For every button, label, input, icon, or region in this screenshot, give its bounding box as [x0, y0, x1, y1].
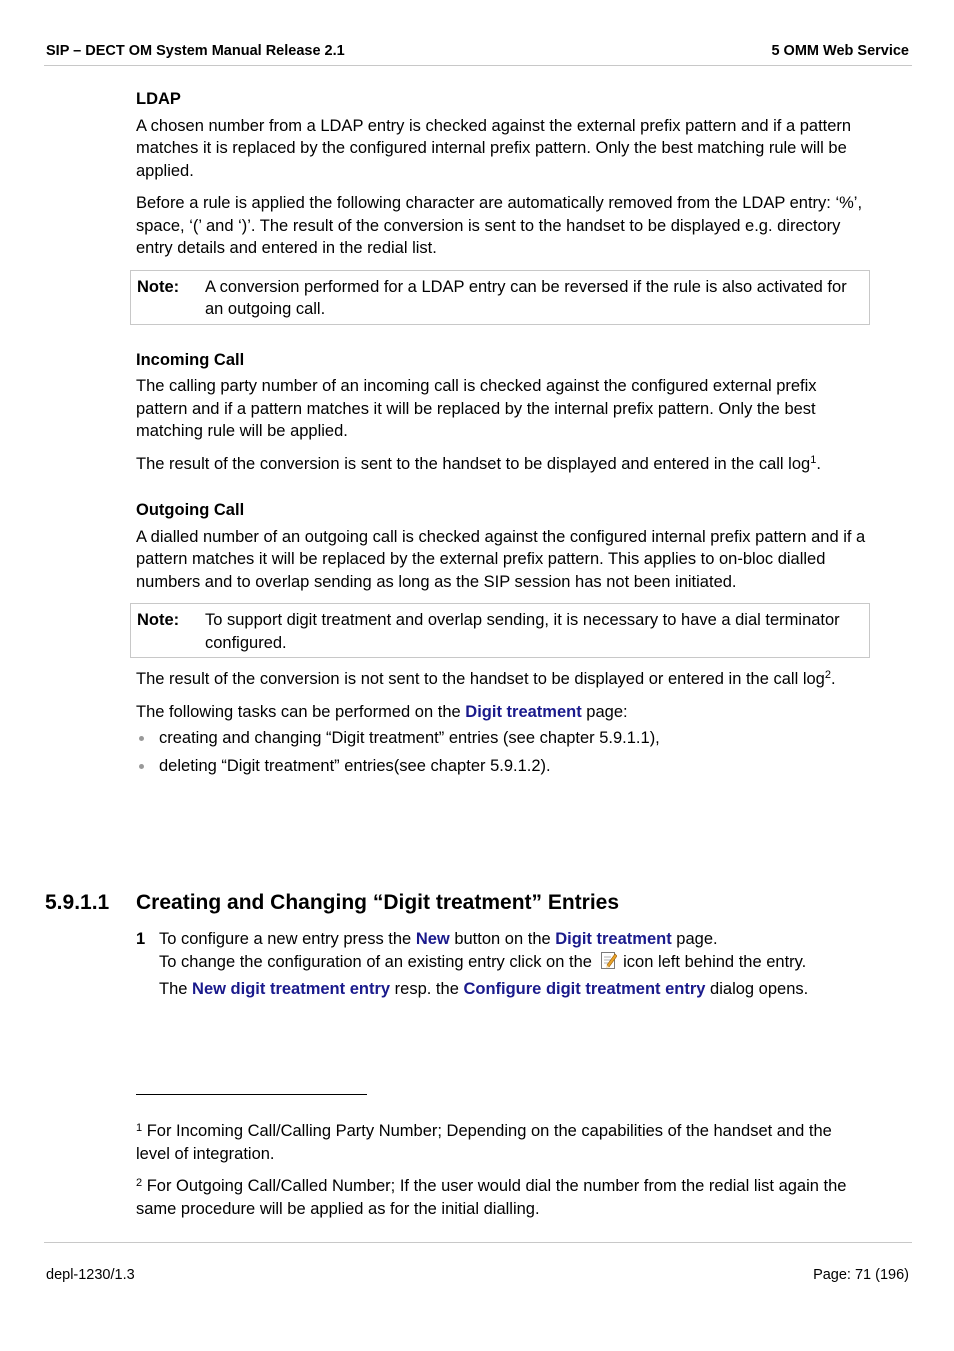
new-digit-treatment-entry-link[interactable]: New digit treatment entry — [192, 980, 391, 998]
incoming-paragraph-1: The calling party number of an incoming call is checked against the configured external prefix pattern and if a pattern matches it will be replaced by the internal prefix pattern. Only the best matching rule will be applied. — [136, 377, 817, 440]
step-text: icon left behind the entry. — [618, 953, 807, 971]
bullet-icon — [139, 736, 144, 741]
tasks-intro — [136, 701, 866, 724]
page-footer — [44, 1242, 912, 1283]
ldap-paragraph-2: Before a rule is applied the following character are automatically removed from the LDAP entry: ‘%’, space, ‘(’ and ‘)’. The result of the conversion is sent to the handset to be displayed e.g. directory entry details and entered in the redial list. — [136, 194, 863, 257]
footnote-mark: 2 — [136, 1177, 143, 1189]
footnote-ref-1: 1 — [810, 453, 817, 466]
note-label: Note: — [137, 611, 180, 629]
note-label: Note: — [137, 277, 180, 296]
outgoing-call-heading: Outgoing Call — [136, 501, 245, 519]
list-item-text: deleting “Digit treatment” entries(see chapter 5.9.1.2). — [159, 756, 551, 775]
footnote-mark: 1 — [136, 1122, 143, 1134]
ldap-note — [130, 270, 870, 325]
ldap-paragraph-1: A chosen number from a LDAP entry is checked against the external prefix pattern and if a pattern matches it is replaced by the configured internal prefix pattern. Only the best matching rule will be applied. — [136, 116, 852, 180]
tasks-intro-text: The following tasks can be performed on the — [136, 702, 466, 721]
footnote-text: For Incoming Call/Calling Party Number; Depending on the capabilities of the handset and the level of integration. — [136, 1122, 832, 1163]
footnote-separator — [136, 1094, 367, 1095]
main-content — [136, 88, 866, 782]
outgoing-paragraph-1: A dialled number of an outgoing call is checked against the configured internal prefix pattern and if a pattern matches it will be replaced by the external prefix pattern. This applies to on-bloc dialled numbers and to overlap sending as long as the SIP session has not been initiated. — [136, 527, 866, 591]
footnotes — [136, 1120, 866, 1220]
footnote-1 — [136, 1120, 866, 1165]
section-heading — [45, 891, 619, 915]
section-number: 5.9.1.1 — [45, 891, 110, 914]
list-item-text: creating and changing “Digit treatment” entries (see chapter 5.9.1.1), — [159, 729, 660, 747]
ldap-heading: LDAP — [136, 90, 181, 108]
step-text: resp. the — [390, 980, 464, 998]
tasks-intro-end: page: — [581, 702, 628, 721]
new-button-reference[interactable]: New — [415, 930, 450, 948]
incoming-call-heading: Incoming Call — [136, 350, 245, 369]
step-1 — [136, 928, 876, 1001]
step-line-3 — [159, 978, 876, 1001]
period: . — [816, 454, 821, 473]
edit-icon[interactable] — [601, 951, 617, 969]
outgoing-note — [130, 603, 870, 658]
step-body — [159, 928, 876, 1001]
list-item — [136, 755, 866, 778]
step-text: dialog opens. — [705, 980, 809, 998]
footnote-ref-2: 2 — [824, 669, 831, 681]
note-text: To support digit treatment and overlap sending, it is necessary to have a dial terminator configured. — [205, 611, 840, 652]
step-text: To configure a new entry press the — [159, 930, 416, 948]
header-chapter: 5 OMM Web Service — [771, 43, 909, 59]
digit-treatment-link[interactable]: Digit treatment — [465, 702, 582, 721]
incoming-paragraph-2-text: The result of the conversion is sent to the handset to be displayed and entered in the call log — [136, 454, 811, 473]
footnote-2 — [136, 1175, 866, 1220]
step-line-2 — [159, 951, 876, 974]
task-list — [136, 727, 866, 777]
step-text: page. — [671, 930, 718, 948]
document-id: depl-1230/1.3 — [46, 1267, 135, 1283]
page-number: Page: 71 (196) — [813, 1267, 909, 1283]
page-header — [44, 41, 912, 66]
step-text: To change the configuration of an existing entry click on the — [159, 953, 597, 971]
step-number: 1 — [136, 930, 146, 948]
bullet-icon — [139, 764, 144, 769]
period: . — [830, 670, 836, 688]
step-line-1 — [159, 928, 876, 951]
digit-treatment-link[interactable]: Digit treatment — [555, 930, 672, 948]
incoming-paragraph-2 — [136, 453, 866, 476]
note-text: A conversion performed for a LDAP entry can be reversed if the rule is also activated for an outgoing call. — [205, 277, 847, 318]
outgoing-paragraph-2 — [136, 668, 866, 691]
step-text: button on the — [449, 930, 556, 948]
configure-digit-treatment-entry-link[interactable]: Configure digit treatment entry — [463, 980, 706, 998]
step-text: The — [159, 980, 193, 998]
footnote-text: For Outgoing Call/Called Number; If the user would dial the number from the redial list again the same procedure will be applied as for the initial dialling. — [136, 1177, 847, 1218]
outgoing-paragraph-2-text: The result of the conversion is not sent to the handset to be displayed or entered in the call log — [136, 670, 825, 688]
list-item — [136, 727, 866, 750]
header-doc-title: SIP – DECT OM System Manual Release 2.1 — [46, 43, 345, 59]
section-title: Creating and Changing “Digit treatment” Entries — [136, 891, 620, 914]
